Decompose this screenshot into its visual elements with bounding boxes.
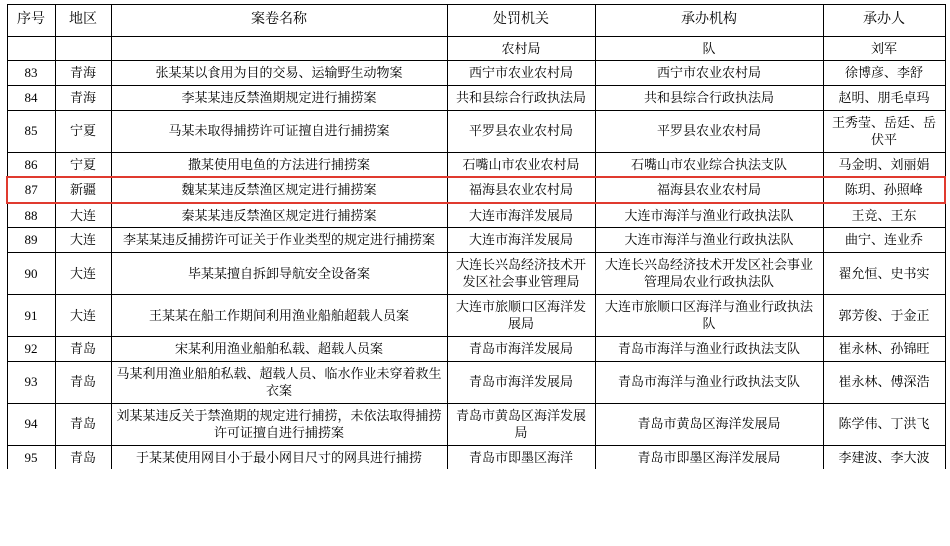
cell-handler: 崔永林、傅深浩 [823,361,945,403]
cell-region: 大连 [55,228,111,253]
table-row [7,294,945,336]
cell-region: 新疆 [55,177,111,203]
cell-authority: 平罗县农业农村局 [447,110,595,152]
column-header-agency: 承办机构 [595,5,823,37]
cell-region: 大连 [55,252,111,294]
table-row [7,252,945,294]
cell-authority: 青岛市海洋发展局 [447,337,595,362]
cell-handler: 马金明、刘丽娟 [823,152,945,177]
table-row [7,61,945,86]
column-header-handler: 承办人 [823,5,945,37]
cell-index [7,36,55,61]
table-row [7,337,945,362]
cell-handler: 陈玥、孙照峰 [823,177,945,203]
cell-agency: 西宁市农业农村局 [595,61,823,86]
cell-index: 83 [7,61,55,86]
cell-case-name: 秦某某违反禁渔区规定进行捕捞案 [111,203,447,228]
cell-region [55,36,111,61]
cell-index: 93 [7,361,55,403]
table-row [7,361,945,403]
cell-agency: 共和县综合行政执法局 [595,85,823,110]
cell-region: 大连 [55,203,111,228]
table-row [7,152,945,177]
cell-index: 91 [7,294,55,336]
table-row [7,85,945,110]
cell-region: 宁夏 [55,152,111,177]
cell-agency: 福海县农业农村局 [595,177,823,203]
cell-index: 87 [7,177,55,203]
cell-region: 宁夏 [55,110,111,152]
cell-case-name: 毕某某擅自拆卸导航安全设备案 [111,252,447,294]
cell-authority: 农村局 [447,36,595,61]
cell-region: 青海 [55,85,111,110]
cell-handler: 陈学伟、丁洪飞 [823,403,945,445]
cell-handler: 徐博彦、李舒 [823,61,945,86]
cell-case-name: 王某某在船工作期间利用渔业船舶超载人员案 [111,294,447,336]
cell-region: 青岛 [55,445,111,469]
cell-agency: 平罗县农业农村局 [595,110,823,152]
cell-handler: 郭芳俊、于金正 [823,294,945,336]
table-row [7,228,945,253]
cell-authority: 共和县综合行政执法局 [447,85,595,110]
cell-authority: 大连市海洋发展局 [447,203,595,228]
cell-authority: 西宁市农业农村局 [447,61,595,86]
cell-index: 92 [7,337,55,362]
cell-agency: 队 [595,36,823,61]
cell-handler: 李建波、李大波 [823,445,945,469]
cell-case-name: 宋某利用渔业船舶私载、超载人员案 [111,337,447,362]
cell-agency: 青岛市海洋与渔业行政执法支队 [595,361,823,403]
cell-handler: 崔永林、孙锦旺 [823,337,945,362]
cell-region: 青海 [55,61,111,86]
continuation-row [7,36,945,61]
table-row [7,403,945,445]
cell-agency: 大连市海洋与渔业行政执法队 [595,203,823,228]
cell-authority: 大连市旅顺口区海洋发展局 [447,294,595,336]
cell-case-name: 李某某违反捕捞许可证关于作业类型的规定进行捕捞案 [111,228,447,253]
cell-authority: 福海县农业农村局 [447,177,595,203]
table-header [7,5,945,37]
cell-handler: 王秀莹、岳廷、岳伏平 [823,110,945,152]
cell-handler: 赵明、朋毛卓玛 [823,85,945,110]
cell-region: 青岛 [55,403,111,445]
cell-agency: 大连市旅顺口区海洋与渔业行政执法队 [595,294,823,336]
cell-agency: 青岛市即墨区海洋发展局 [595,445,823,469]
column-header-index: 序号 [7,5,55,37]
cell-index: 89 [7,228,55,253]
cell-authority: 石嘴山市农业农村局 [447,152,595,177]
cell-authority: 青岛市即墨区海洋 [447,445,595,469]
cell-case-name: 撒某使用电鱼的方法进行捕捞案 [111,152,447,177]
cell-case-name: 刘某某违反关于禁渔期的规定进行捕捞，未依法取得捕捞许可证擅自进行捕捞案 [111,403,447,445]
cell-case-name: 李某某违反禁渔期规定进行捕捞案 [111,85,447,110]
cell-agency: 石嘴山市农业综合执法支队 [595,152,823,177]
table-row [7,110,945,152]
header-row [7,5,945,37]
cell-case-name [111,36,447,61]
cell-index: 94 [7,403,55,445]
cell-index: 90 [7,252,55,294]
cell-agency: 大连市海洋与渔业行政执法队 [595,228,823,253]
column-header-authority: 处罚机关 [447,5,595,37]
cell-region: 青岛 [55,361,111,403]
cell-region: 青岛 [55,337,111,362]
cell-authority: 大连市海洋发展局 [447,228,595,253]
cell-authority: 青岛市海洋发展局 [447,361,595,403]
cell-agency: 大连长兴岛经济技术开发区社会事业管理局农业行政执法队 [595,252,823,294]
table-row [7,203,945,228]
cell-case-name: 马某利用渔业船舶私载、超载人员、临水作业未穿着救生衣案 [111,361,447,403]
cell-index: 86 [7,152,55,177]
cases-table [6,4,946,469]
cell-region: 大连 [55,294,111,336]
cell-agency: 青岛市黄岛区海洋发展局 [595,403,823,445]
column-header-region: 地区 [55,5,111,37]
cell-handler: 刘军 [823,36,945,61]
cell-agency: 青岛市海洋与渔业行政执法支队 [595,337,823,362]
cell-index: 88 [7,203,55,228]
cell-authority: 青岛市黄岛区海洋发展局 [447,403,595,445]
table-body [7,36,945,469]
cell-case-name: 于某某使用网目小于最小网目尺寸的网具进行捕捞 [111,445,447,469]
table-row-highlighted [7,177,945,203]
cell-index: 95 [7,445,55,469]
cell-handler: 王竞、王东 [823,203,945,228]
cell-authority: 大连长兴岛经济技术开发区社会事业管理局 [447,252,595,294]
cell-index: 85 [7,110,55,152]
column-header-case-name: 案卷名称 [111,5,447,37]
table-row [7,445,945,469]
cell-handler: 曲宁、连业乔 [823,228,945,253]
cell-case-name: 马某未取得捕捞许可证擅自进行捕捞案 [111,110,447,152]
cell-case-name: 魏某某违反禁渔区规定进行捕捞案 [111,177,447,203]
cell-case-name: 张某某以食用为目的交易、运输野生动物案 [111,61,447,86]
cell-handler: 翟允恒、史书实 [823,252,945,294]
cell-index: 84 [7,85,55,110]
